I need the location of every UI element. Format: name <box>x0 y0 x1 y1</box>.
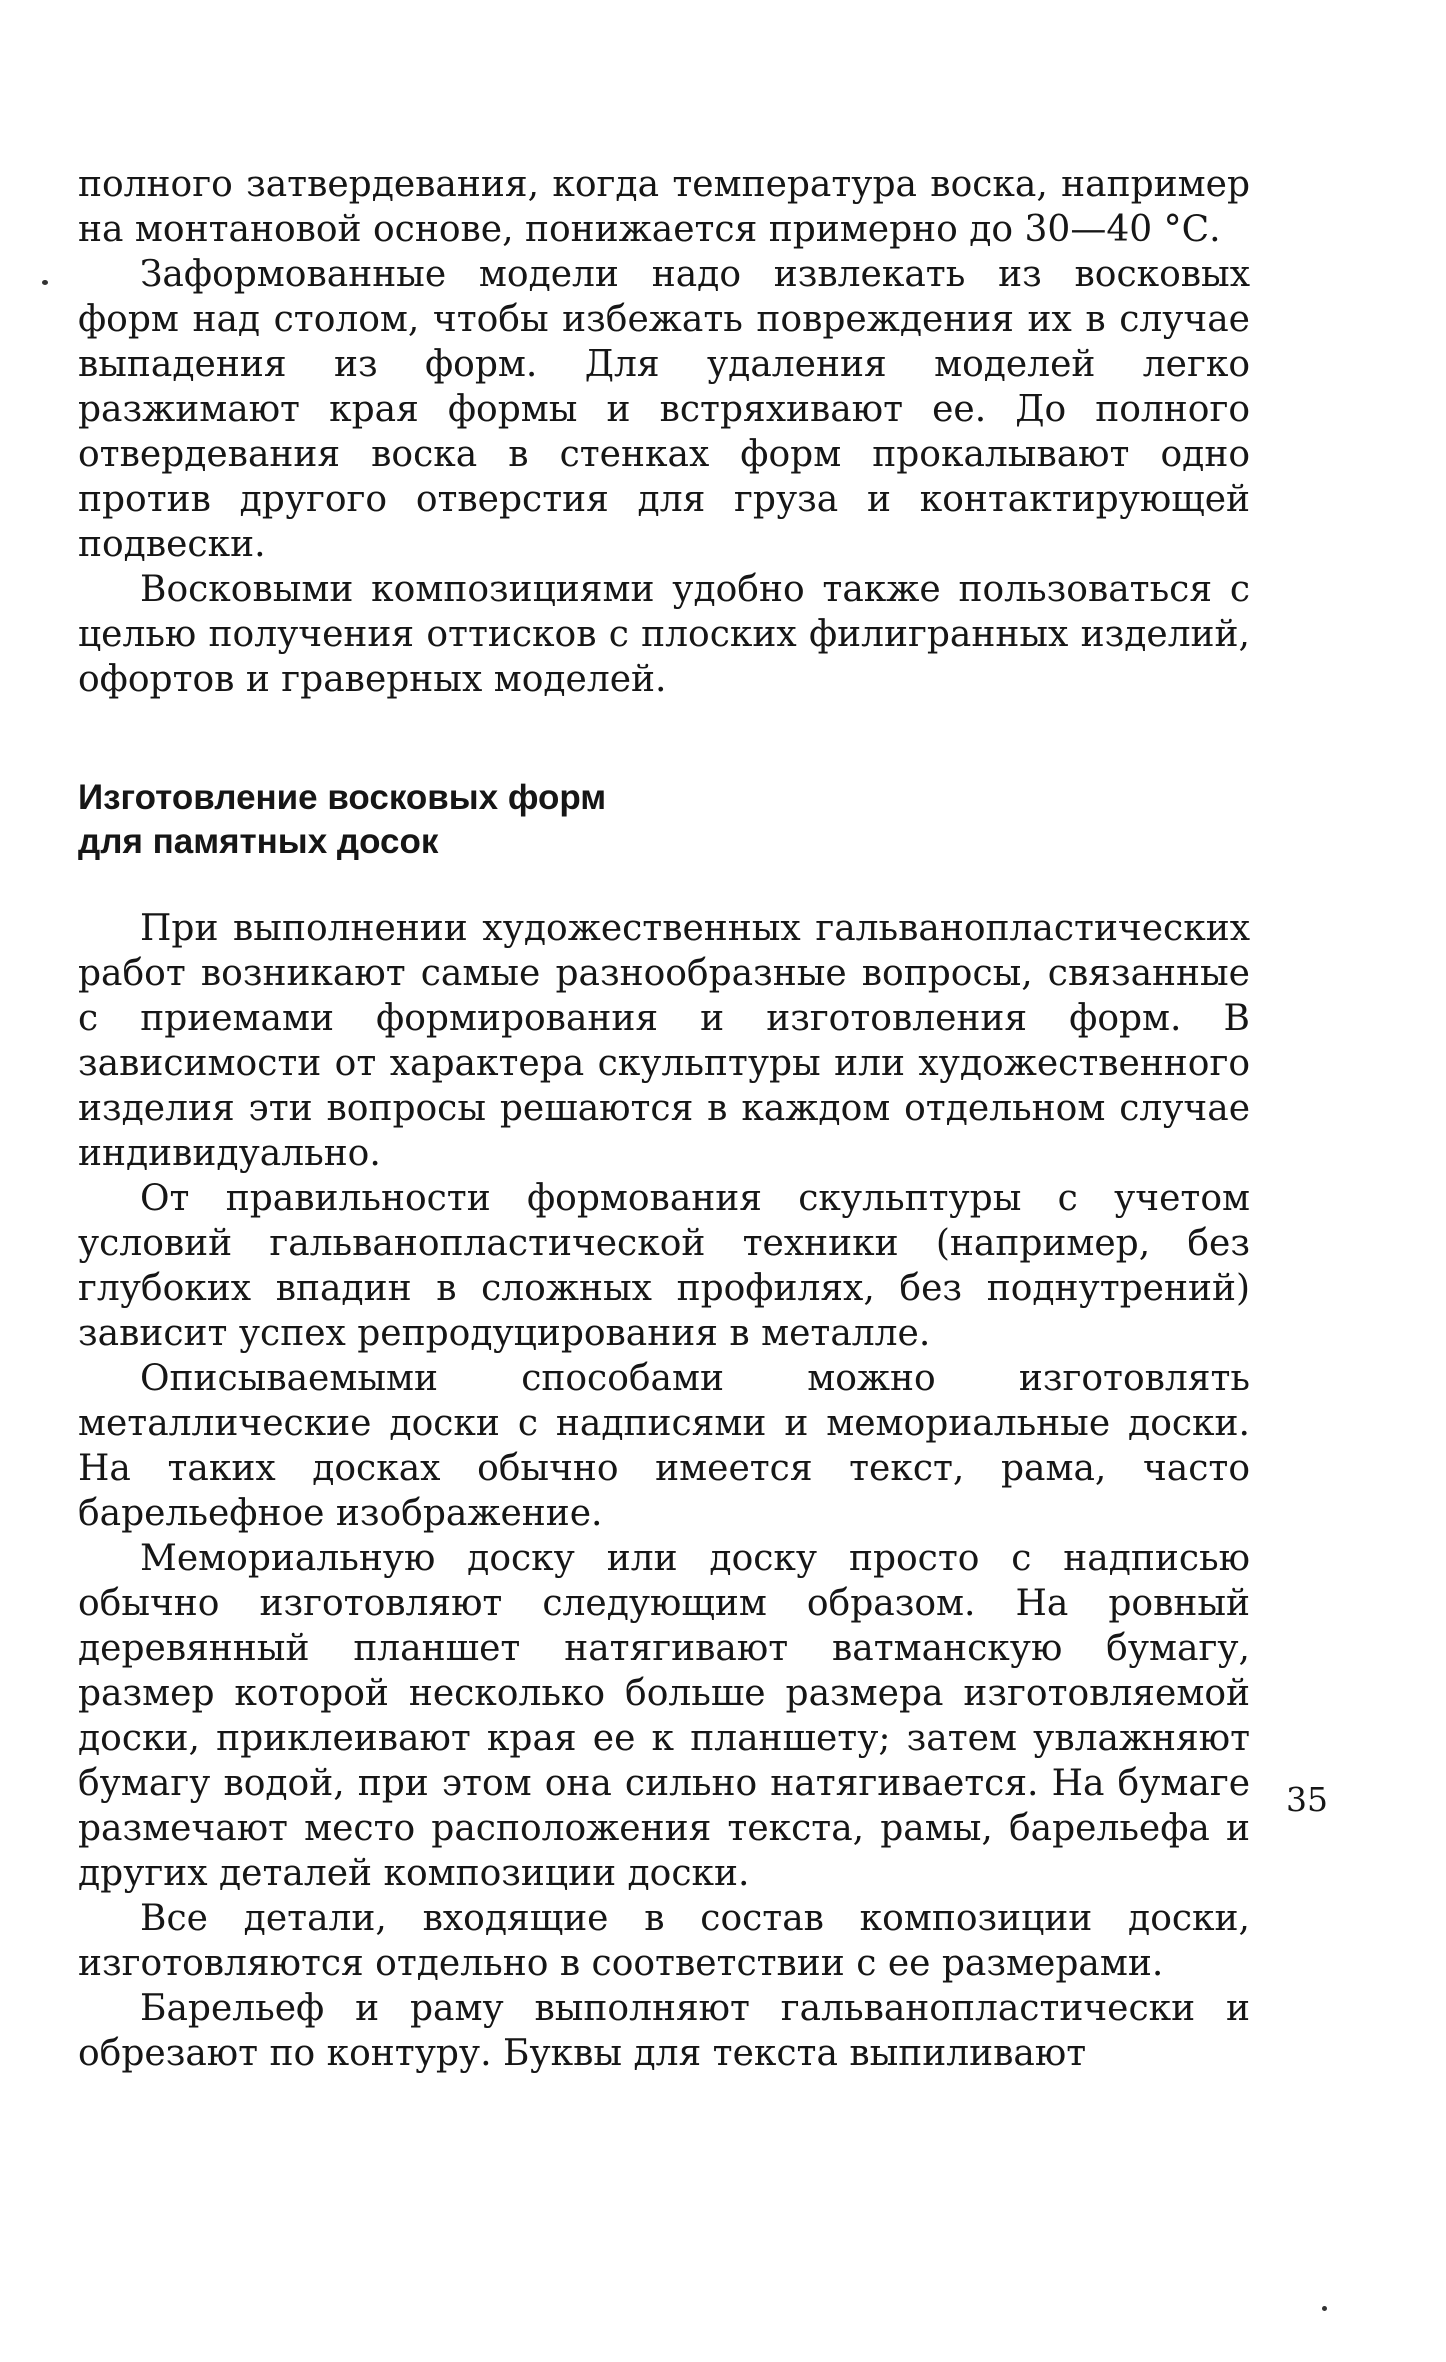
book-page <box>78 162 1328 2076</box>
print-speck <box>42 280 48 285</box>
section-heading <box>78 776 778 864</box>
paragraph-bas-relief: Барельеф и раму выполняют гальванопластически и обрезают по контуру. Буквы для текста выпиливают <box>78 1988 1250 2074</box>
paragraph-model-removal: Заформованные модели надо извлекать из восковых форм над столом, чтобы избежать повреждения их в случае выпадения из форм. Для удаления моделей легко разжимают края формы и встряхивают ее. До полного отвердевания воска в стенках форм прокалывают одно против другого отверстия для груза и контактирующей подвески. <box>78 254 1250 565</box>
paragraph-details: Все детали, входящие в состав композиции доски, изготовляются отдельно в соответствии с ее размерами. <box>78 1898 1250 1984</box>
print-speck <box>1322 2306 1327 2311</box>
paragraph-memorial-board: Мемориальную доску или доску просто с надписью обычно изготовляют следующим образом. На ровный деревянный планшет натягивают ватманскую бумагу, размер которой несколько больше размера изготовляемой доски, приклеивают края ее к планшету; затем увлажняют бумагу водой, при этом она сильно натягивается. На бумаге размечают место расположения текста, рамы, барельефа и других деталей композиции доски. <box>78 1538 1250 1894</box>
page-number: 35 <box>1286 1780 1328 1819</box>
section-heading-line-2: для памятных досок <box>78 822 439 861</box>
paragraph-molding: От правильности формования скульптуры с учетом условий гальванопластической техники (например, без глубоких впадин в сложных профилях, без поднутрений) зависит успех репродуцирования в металле. <box>78 1178 1250 1354</box>
paragraph-continued: полного затвердевания, когда температура воска, например на монтановой основе, понижается примерно до 30—40 °С. <box>78 164 1250 250</box>
paragraph-wax-compositions: Восковыми композициями удобно также пользоваться с целью получения оттисков с плоских филигранных изделий, офортов и граверных моделей. <box>78 569 1250 700</box>
paragraph-plates: Описываемыми способами можно изготовлять металлические доски с надписями и мемориальные доски. На таких досках обычно имеется текст, рама, часто барельефное изображение. <box>78 1358 1250 1534</box>
paragraph-intro: При выполнении художественных гальванопластических работ возникают самые разнообразные вопросы, связанные с приемами формирования и изготовления форм. В зависимости от характера скульптуры или художественного изделия эти вопросы решаются в каждом отдельном случае индивидуально. <box>78 908 1250 1174</box>
section-heading-line-1: Изготовление восковых форм <box>78 778 607 817</box>
